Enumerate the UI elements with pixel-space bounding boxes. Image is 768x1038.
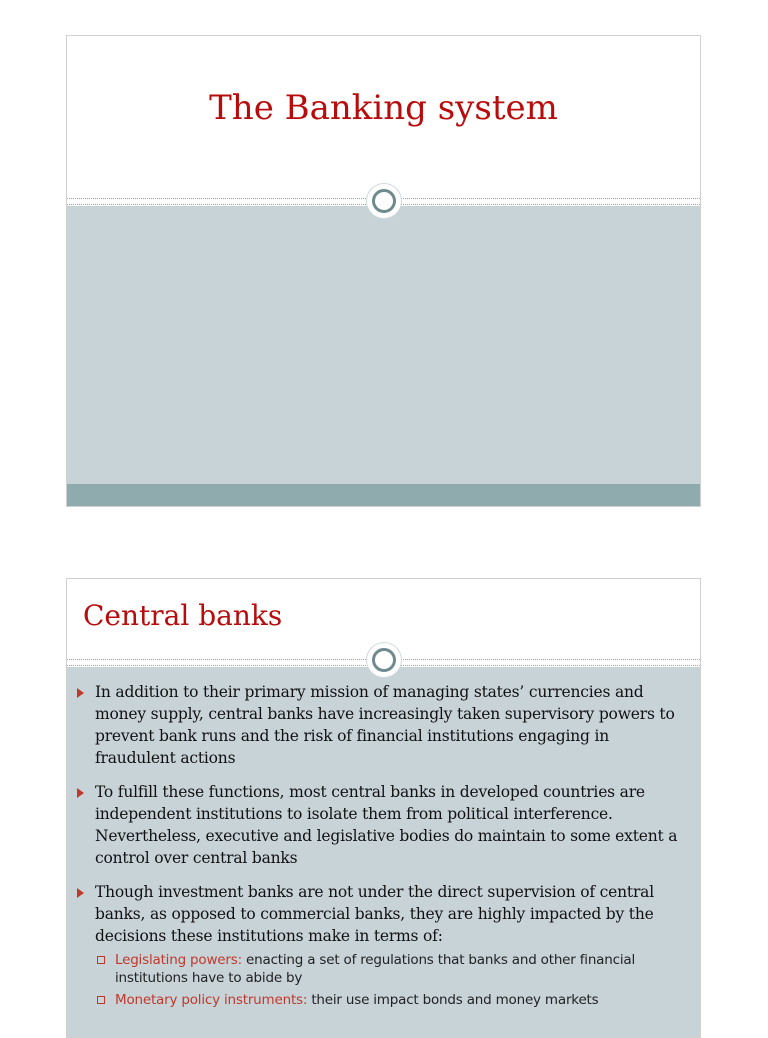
arrow-bullet-icon <box>77 788 84 798</box>
sub-bullet-label: Monetary policy instruments: <box>115 992 308 1008</box>
sub-bullet-item <box>115 991 686 1009</box>
bullet-item <box>95 881 686 1009</box>
ring-ornament-icon <box>367 643 401 677</box>
slide-header <box>67 36 700 198</box>
bullet-text: In addition to their primary mission of managing states’ currencies and money supply, central banks have increasingly taken supervisory powers to prevent bank runs and the risk of financial institutions engaging in fraudulent actions <box>95 683 675 767</box>
sub-bullet-item <box>115 951 686 987</box>
bullet-text: To fulfill these functions, most central banks in developed countries are independent institutions to isolate them from political interference. Nevertheless, executive and legislative bodies do maintain to some extent a control over central banks <box>95 783 678 867</box>
slide-title: Central banks <box>83 599 283 632</box>
square-bullet-icon <box>97 996 105 1004</box>
arrow-bullet-icon <box>77 688 84 698</box>
slide-body <box>67 206 700 484</box>
bullet-list <box>67 681 700 1021</box>
sub-bullet-label: Legislating powers: <box>115 952 242 968</box>
slide-title: The Banking system <box>209 88 558 128</box>
bullet-item <box>95 781 686 869</box>
ring-ornament-icon <box>367 184 401 218</box>
sub-bullet-list <box>95 951 686 1009</box>
central-banks-slide <box>66 578 701 1038</box>
sub-bullet-text: their use impact bonds and money markets <box>307 992 599 1008</box>
title-slide <box>66 35 701 507</box>
sub-bullet-text: enacting a set of regulations that banks and other financial institutions have to abide by <box>115 952 636 986</box>
slide-body <box>67 667 700 1037</box>
bullet-text: Though investment banks are not under the direct supervision of central banks, as opposed to commercial banks, they are highly impacted by the decisions these institutions make in terms of: <box>95 883 654 945</box>
arrow-bullet-icon <box>77 888 84 898</box>
square-bullet-icon <box>97 956 105 964</box>
footer-band <box>67 484 700 506</box>
bullet-item <box>95 681 686 769</box>
